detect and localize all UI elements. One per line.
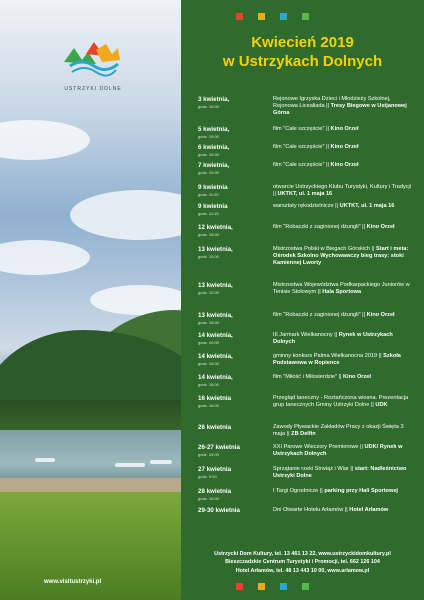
event-venue: Rynek w Ustrzykach Dolnych <box>273 332 393 345</box>
event-date: 14 kwietnia, <box>198 353 233 360</box>
footer-line-1: Ustrzycki Dom Kultury, tel. 13 461 13 22, www.ustrzyckidomkultury.pl <box>214 551 391 557</box>
event-text: III Jarmark Wielkanocny || <box>273 332 338 338</box>
event-time: godz. 19:00 <box>198 451 219 457</box>
event-venue: Szkoła Podstawowa w Ropience <box>273 353 401 366</box>
event-date: 16 kwietnia <box>198 395 232 402</box>
event-time: godz. 18:00 <box>198 381 219 387</box>
event-text: gminny konkurs Palma Wielkanocna 2019 || <box>273 353 382 359</box>
event-time: godz. 9:00 <box>198 473 217 479</box>
event-text: film "Całe szczęście" || <box>273 162 329 168</box>
event-venue: Hala Sportowa <box>320 288 362 295</box>
event-text: film "Całe szczęście" || <box>273 144 329 150</box>
square-icon <box>258 13 265 20</box>
square-icon <box>302 13 309 20</box>
event-venue: start: Nadleśnictwo Ustrzyki Dolne <box>273 466 407 479</box>
event-text: Rejonowe Igrzyska Dzieci i Młodzieży Szkolnej, Rejonowa Licealiada || <box>273 96 391 109</box>
event-time: godz. 19:00 <box>198 169 219 175</box>
event-text: Dni Otwarte Hotelu Arłamów || <box>273 507 348 513</box>
event-time: godz. 10:00 <box>198 253 219 259</box>
event-date: 28 kwietnia <box>198 488 232 495</box>
event-text: warsztaty rękodzielnicze || <box>273 203 339 209</box>
event-venue: Kino Orzeł <box>329 144 359 150</box>
event-venue: parking przy Hali Sportowej <box>322 488 398 494</box>
square-icon <box>280 583 287 590</box>
decor-squares-top <box>236 13 309 20</box>
brand-logo-icon <box>62 40 122 80</box>
event-time: godz. 10:00 <box>198 339 219 345</box>
event-description <box>273 507 413 514</box>
event-text: film "Całe szczęście" || <box>273 126 329 132</box>
event-venue: Kino Orzeł <box>365 312 395 318</box>
event-time: godz. 19:00 <box>198 151 219 157</box>
event-venue: Kino Orzeł <box>341 374 371 380</box>
website-link[interactable]: www.visitustrzyki.pl <box>44 579 102 585</box>
event-venue: UDK/ Rynek w Ustrzykach Dolnych <box>273 444 403 457</box>
event-date: 9 kwietnia <box>198 184 228 191</box>
decor-squares-bottom <box>236 583 309 590</box>
event-time: godz. 18:00 <box>198 231 219 237</box>
event-description <box>273 353 413 367</box>
square-icon <box>236 583 243 590</box>
event-time: godz. 18:00 <box>198 319 219 325</box>
event-date: 7 kwietnia, <box>198 162 230 169</box>
event-description <box>273 332 413 346</box>
event-description <box>273 162 413 169</box>
footer-contacts <box>181 550 424 575</box>
event-time: godz. 10:00 <box>198 103 219 109</box>
square-icon <box>302 583 309 590</box>
event-date: 3 kwietnia, <box>198 96 230 103</box>
event-description <box>273 395 413 409</box>
event-text: Mistrzostwa Polski w Biegach Górskich || <box>273 246 375 252</box>
event-time: godz. 11:00 <box>198 191 219 197</box>
event-description <box>273 144 413 151</box>
event-text: Zawody Pływackie Zakładów Pracy z okazji Święta 3 maja || <box>273 424 404 437</box>
event-description <box>273 444 413 458</box>
event-description <box>273 126 413 133</box>
event-date: 26-27 kwietnia <box>198 444 240 451</box>
footer-line-2: Bieszczadzkie Centrum Turystyki i Promocji, tel. 662 126 104 <box>225 559 380 566</box>
event-venue: UKTKT, ul. 1 maja 16 <box>275 190 333 197</box>
event-date: 14 kwietnia, <box>198 332 233 339</box>
event-text: film "Robaczki z zaginionej dżungli" || <box>273 224 366 230</box>
event-venue: UDK <box>373 401 388 408</box>
event-description <box>273 282 413 296</box>
event-time: godz. 15:00 <box>198 360 219 366</box>
event-text: Przegląd taneczny - Roztańczona wiosna. Prezentacja grup tanecznych Gminy Ustrzyki Dolne || <box>273 395 409 408</box>
event-description <box>273 312 413 319</box>
event-venue: Start i meta: Ośrodek Szkolno Wychowawczy bieg trasy: stoki Kamiennej Lworty <box>273 246 409 266</box>
event-text: film "Miłość i Miłosierdzie" || <box>273 374 342 380</box>
calendar-panel <box>181 0 424 600</box>
event-time: godz. 10:00 <box>198 289 219 295</box>
event-date: 13 kwietnia, <box>198 282 233 289</box>
event-text: Sprzątanie rzeki Strwiąż i Wiar || <box>273 466 354 472</box>
event-date: 14 kwietnia, <box>198 374 233 381</box>
event-time: godz. 19:00 <box>198 133 219 139</box>
event-venue: Kino Orzeł <box>329 162 359 168</box>
event-date: 5 kwietnia, <box>198 126 230 133</box>
event-date: 13 kwietnia, <box>198 246 233 253</box>
event-time: godz. 16:00 <box>198 402 219 408</box>
event-text: I Targi Ogrodnicze || <box>273 488 323 494</box>
event-date: 12 kwietnia, <box>198 224 233 231</box>
event-time: godz. 11:15 <box>198 210 219 216</box>
event-venue: Kino Orzeł <box>365 224 395 230</box>
event-description <box>273 246 413 266</box>
event-text: film "Robaczki z zaginionej dżungli" || <box>273 312 366 318</box>
event-description <box>273 466 413 480</box>
event-description <box>273 96 413 116</box>
event-venue: Hotel Arłamów <box>347 507 389 513</box>
event-date: 27 kwietnia <box>198 466 232 473</box>
brand-name: USTRZYKI DOLNE <box>64 86 122 92</box>
event-date: 13 kwietnia, <box>198 312 233 319</box>
event-description <box>273 374 413 381</box>
event-date: 6 kwietnia, <box>198 144 230 151</box>
square-icon <box>258 583 265 590</box>
title-line-2: w Ustrzykach Dolnych <box>222 53 383 70</box>
event-date: 9 kwietnia <box>198 203 228 210</box>
event-description <box>273 203 413 210</box>
title-line-1: Kwiecień 2019 <box>251 34 354 51</box>
square-icon <box>236 13 243 20</box>
landscape-photo <box>0 0 181 600</box>
event-description <box>273 224 413 231</box>
square-icon <box>280 13 287 20</box>
event-date: 26 kwietnia <box>198 424 232 431</box>
event-description <box>273 184 413 198</box>
page-title <box>181 33 424 71</box>
event-venue: Tresy Biegowe w Ustjanowej Górna <box>273 102 407 116</box>
event-description <box>273 488 413 495</box>
event-text: Mistrzostwa Województwa Podkarpackiego Juniorów w Tenisie Stołowym || <box>273 282 410 295</box>
event-date: 29-30 kwietnia <box>198 507 240 514</box>
event-text: XXI Parowe Wieczory Premierowe || <box>273 444 363 450</box>
event-venue: UKTKT, ul. 1 maja 16 <box>338 203 395 209</box>
event-time: godz. 10:00 <box>198 495 219 501</box>
event-venue: Kino Orzeł <box>329 126 359 132</box>
footer-line-3: Hotel Arłamów, tel. 48 13 443 10 00, www.arlamow.pl <box>235 567 370 574</box>
event-description <box>273 424 413 438</box>
event-venue: ZB Delfin <box>289 430 316 437</box>
event-text: otwarcie Ustrzyckiego Klubu Turystyki, Kultury i Tradycji || <box>273 184 412 197</box>
